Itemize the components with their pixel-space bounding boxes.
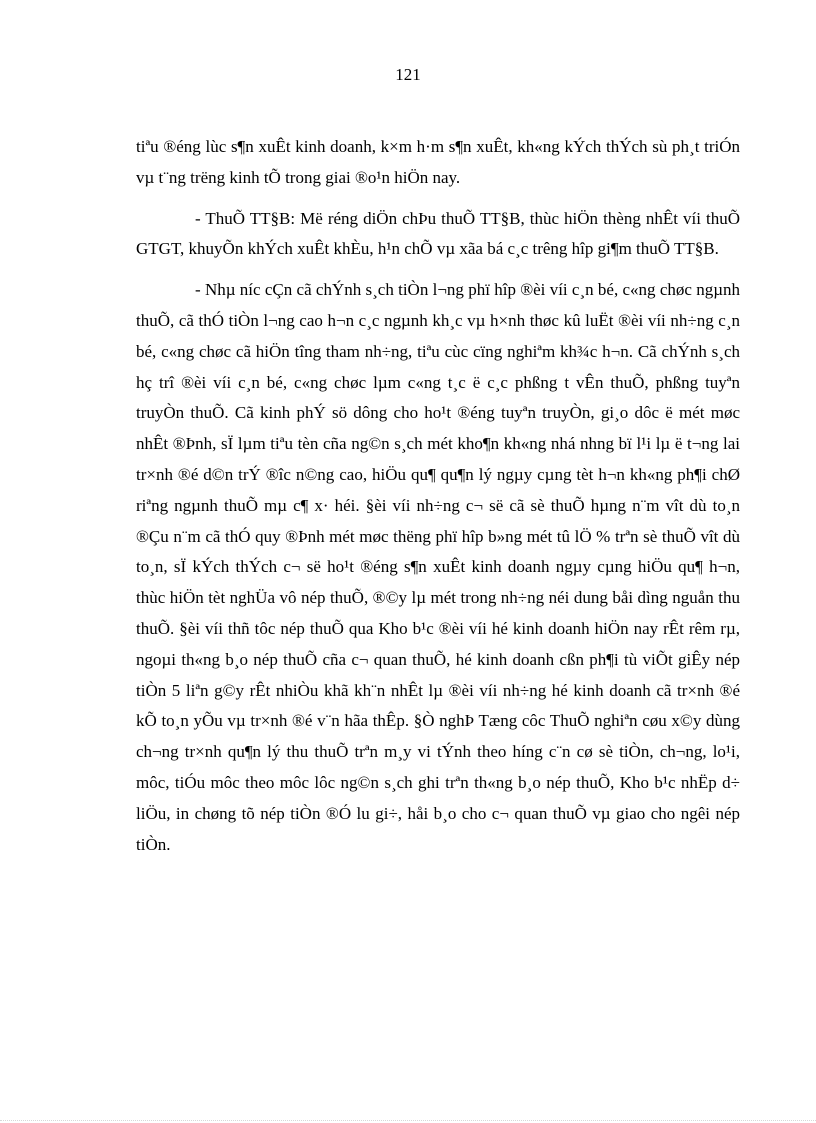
footer-divider bbox=[0, 1120, 816, 1121]
page-number: 121 bbox=[395, 65, 421, 84]
paragraph-salary-policy: - Nhµ níc cÇn cã chÝnh s¸ch tiÒn l¬ng phï hîp ®èi víi c¸n bé, c«ng chøc ngµnh thuÕ, cã thÓ tiÒn l¬ng cao h¬n c¸c ngµnh kh¸c vµ h×nh thøc kû luËt ®èi víi nh÷ng c¸n bé, c«ng chøc cã hiÖn tîng tham nh÷ng, tiªu cùc cïng nghiªm kh¾c h¬n. Cã chÝnh s¸ch hç trî ®èi víi c¸n bé, c«ng chøc lµm c«ng t¸c ë c¸c phßng t vÊn thuÕ, phßng tuyªn truyÒn thuÕ. Cã kinh phÝ sö dông cho ho¹t ®éng tuyªn truyÒn, gi¸o dôc ë mét møc nhÊt ®Þnh, sÏ lµm tiªu tèn cña ng©n s¸ch mét kho¶n kh«ng nhá nhng bï l¹i lµ ë t¬ng lai tr×nh ®é d©n trÝ ®îc n©ng cao, hiÖu qu¶ qu¶n lý ngµy cµng tèt h¬n kh«ng ph¶i chØ riªng ngµnh thuÕ mµ c¶ x· héi. §èi víi nh÷ng c¬ së cã sè thuÕ hµng n¨m vît dù to¸n ®Çu n¨m cã thÓ quy ®Þnh mét møc thëng phï hîp b»ng mét tû lÖ % trªn sè thuÕ vît dù to¸n, sÏ kÝch thÝch c¬ së ho¹t ®éng s¶n xuÊt kinh doanh ngµy cµng hiÖu qu¶ h¬n, thùc hiÖn tèt nghÜa vô nép thuÕ, ®©y lµ mét trong nh÷ng néi dung båi dìng nguån thu thuÕ. §èi víi thñ tôc nép thuÕ qua Kho b¹c ®èi víi hé kinh doanh hiÖn nay rÊt rêm rµ, ngoµi th«ng b¸o nép thuÕ cña c¬ quan thuÕ, hé kinh doanh cßn ph¶i tù viÕt giÊy nép tiÒn 5 liªn g©y rÊt nhiÒu khã kh¨n nhÊt lµ ®èi víi nh÷ng hé kinh doanh cã tr×nh ®é kÕ to¸n yÕu vµ tr×nh ®é v¨n hãa thÊp. §Ò nghÞ Tæng côc ThuÕ nghiªn cøu x©y dùng ch¬ng tr×nh qu¶n lý thu thuÕ trªn m¸y vi tÝnh theo híng c¨n cø sè tiÒn, ch¬ng, lo¹i, môc, tiÓu môc theo môc lôc ng©n s¸ch ghi trªn th«ng b¸o nép thuÕ, Kho b¹c nhËp d÷ liÖu, in chøng tõ nép tiÒn ®Ó lu gi÷, håi b¸o cho c¬ quan thuÕ vµ giao cho ngêi nép tiÒn. bbox=[136, 280, 740, 854]
body-text bbox=[136, 132, 740, 860]
paragraph-continuation: tiªu ®éng lùc s¶n xuÊt kinh doanh, k×m h·m s¶n xuÊt, kh«ng kÝch thÝch sù ph¸t triÓn vµ t¨ng trëng kinh tÕ trong giai ®o¹n hiÖn nay. bbox=[136, 137, 740, 187]
paragraph-special-consumption-tax: - ThuÕ TT§B: Më réng diÖn chÞu thuÕ TT§B, thùc hiÖn thèng nhÊt víi thuÕ GTGT, khuyÕn khÝch xuÊt khÈu, h¹n chÕ vµ xãa bá c¸c trêng hîp gi¶m thuÕ TT§B. bbox=[136, 208, 740, 259]
